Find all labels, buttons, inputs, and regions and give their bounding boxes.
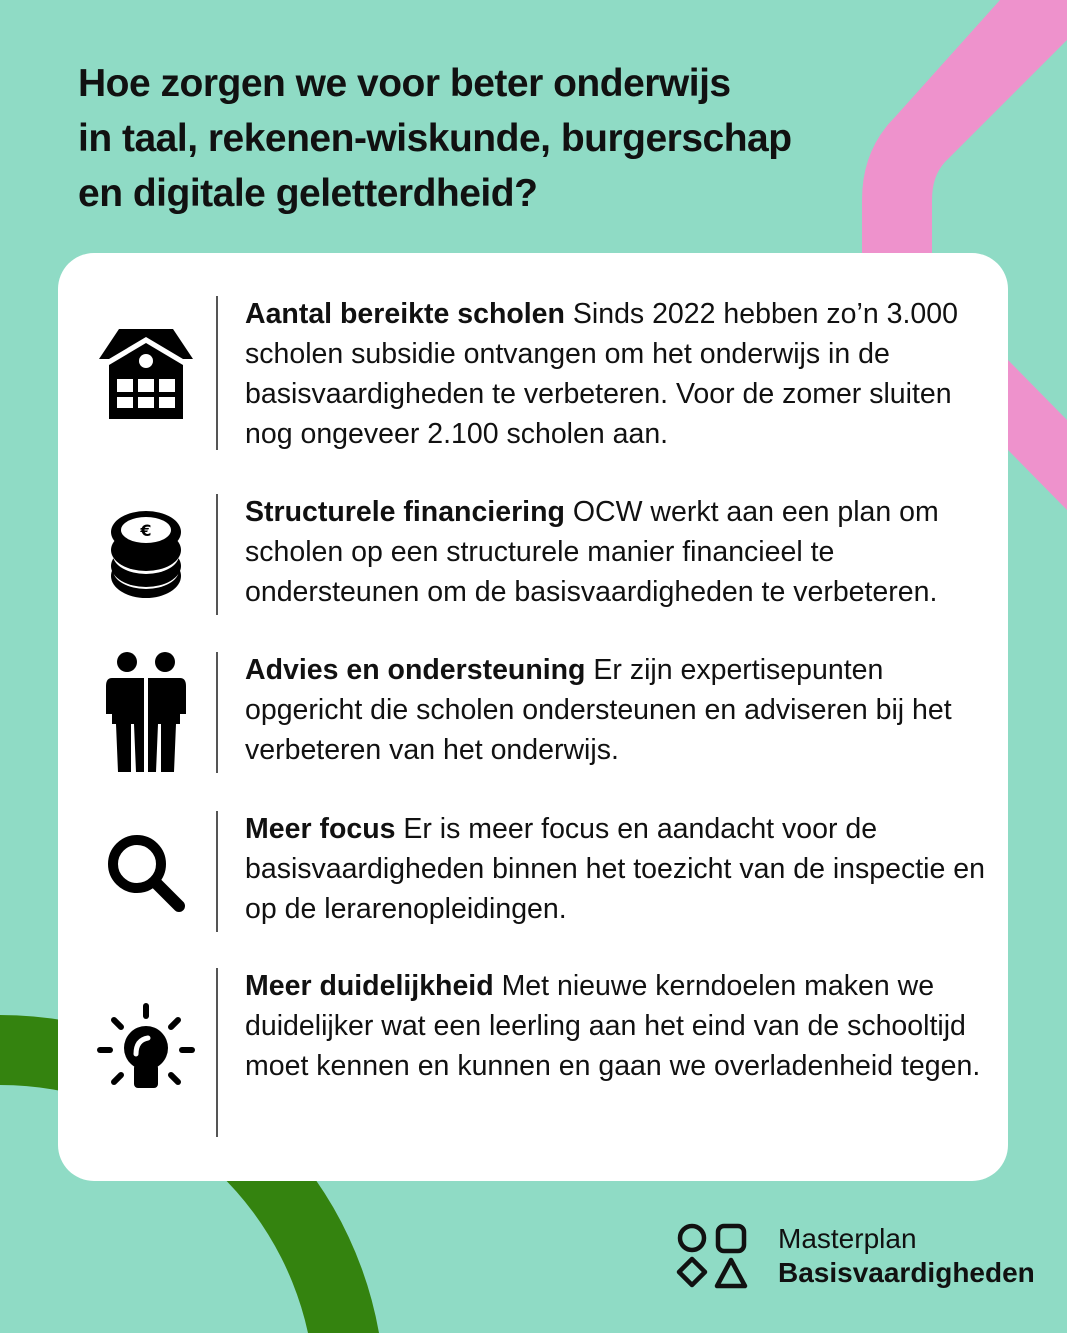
people-icon: [96, 652, 196, 773]
svg-text:€: €: [140, 521, 152, 540]
title-line: Hoe zorgen we voor beter onderwijs: [78, 62, 731, 105]
item-body: Er zijn expertisepunten opgericht die scholen ondersteunen en adviseren bij het verbeteren van het onderwijs.: [245, 654, 952, 766]
item-text: [245, 650, 985, 770]
euro-coins-icon: [96, 509, 196, 601]
lightbulb-icon: [96, 1000, 196, 1100]
list-item: [58, 494, 1008, 615]
item-text: [245, 294, 985, 454]
masterplan-logo: [676, 1222, 1035, 1290]
divider: [216, 968, 218, 1137]
title-line: en digitale geletterdheid?: [78, 172, 538, 215]
item-heading: Meer duidelijkheid: [245, 970, 494, 1002]
item-body: OCW werkt aan een plan om scholen op een structurele manier financieel te ondersteunen om de basisvaardigheden te verbeteren.: [245, 496, 939, 608]
item-heading: Meer focus: [245, 813, 396, 845]
item-text: [245, 966, 985, 1086]
school-icon: [96, 326, 196, 422]
divider: [216, 652, 218, 773]
item-heading: Advies en ondersteuning: [245, 654, 586, 686]
title-line: in taal, rekenen-wiskunde, burgerschap: [78, 117, 792, 160]
item-text: [245, 809, 985, 929]
divider: [216, 494, 218, 615]
info-card: [58, 253, 1008, 1181]
list-item: [58, 968, 1008, 1137]
magnifier-icon: [96, 833, 196, 913]
pink-band: [862, 0, 1067, 253]
item-text: [245, 492, 985, 612]
item-body: Met nieuwe kerndoelen maken we duidelijker wat een leerling aan het eind van de schooltijd moet kennen en kunnen en gaan we overladenheid tegen.: [245, 970, 981, 1082]
item-heading: Structurele financiering: [245, 496, 565, 528]
logo-line2: Basisvaardigheden: [778, 1257, 1035, 1288]
divider: [216, 296, 218, 450]
page-title: [78, 56, 792, 221]
pink-band-lower: [1008, 360, 1067, 510]
item-body: Sinds 2022 hebben zo’n 3.000 scholen subsidie ontvangen om het onderwijs in de basisvaardigheden te verbeteren. Voor de zomer sluiten nog ongeveer 2.100 scholen aan.: [245, 298, 958, 450]
divider: [216, 811, 218, 932]
logo-line1: Masterplan: [778, 1223, 917, 1254]
logo-shapes-icon: [676, 1222, 748, 1290]
list-item: [58, 652, 1008, 773]
list-item: [58, 811, 1008, 932]
item-heading: Aantal bereikte scholen: [245, 298, 565, 330]
item-body: Er is meer focus en aandacht voor de basisvaardigheden binnen het toezicht van de inspectie en op de lerarenopleidingen.: [245, 813, 985, 925]
list-item: [58, 296, 1008, 450]
